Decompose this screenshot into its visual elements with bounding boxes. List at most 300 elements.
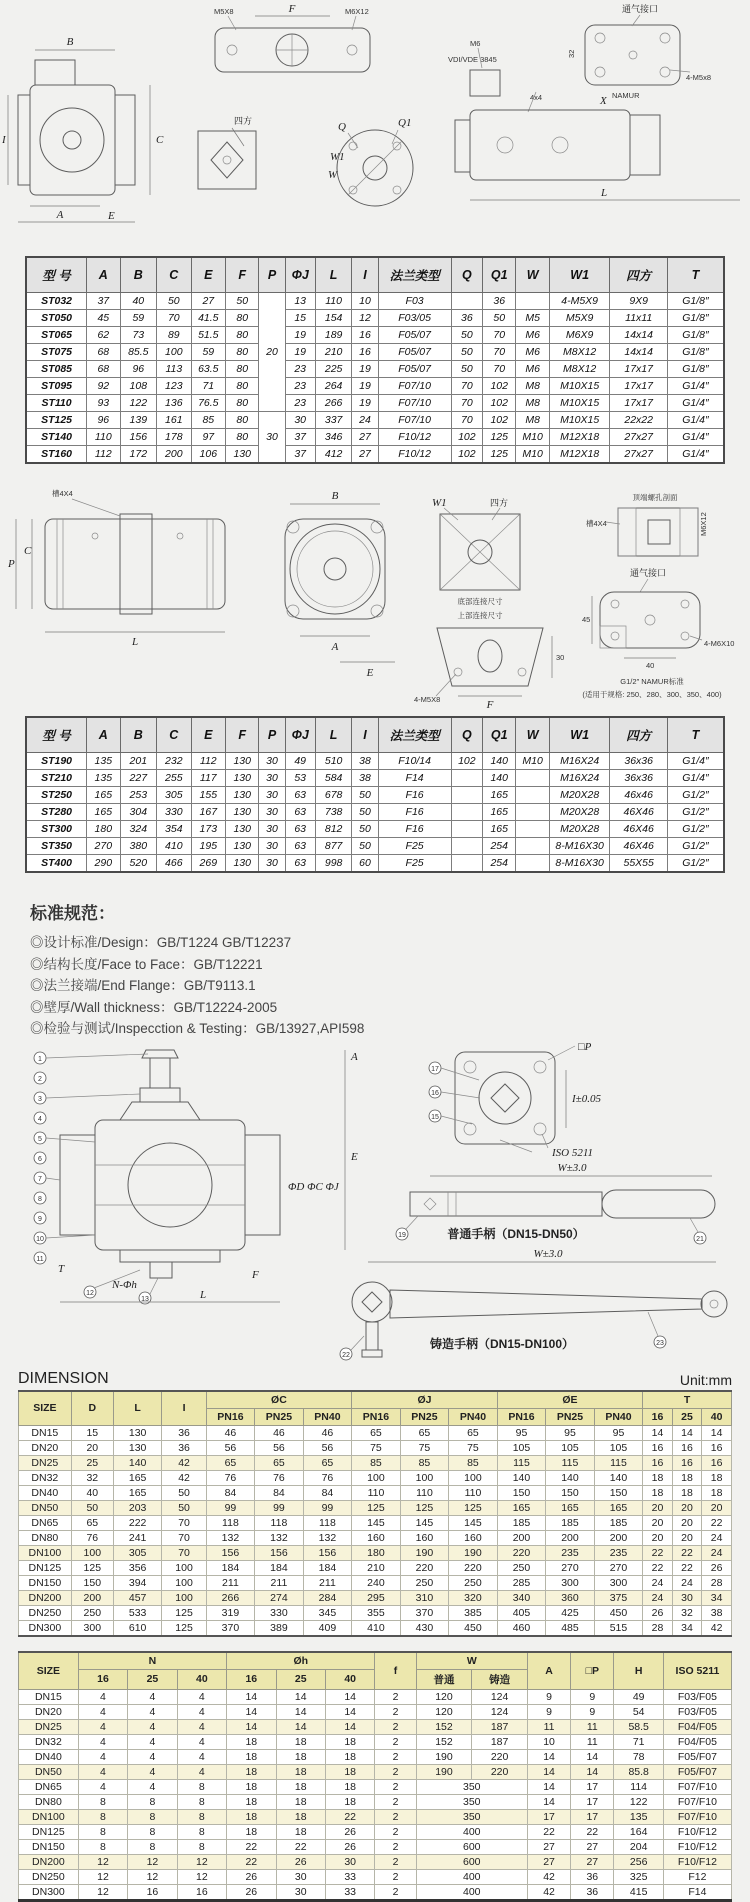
dim-label-32: 32 [567,49,576,58]
table-cell: 225 [315,361,352,378]
table-cell: 678 [315,787,352,804]
label-sifang2: 四方 [490,498,509,508]
table-cell: 18 [227,1764,276,1779]
table-cell: 195 [191,838,225,855]
table-cell: 156 [303,1545,352,1560]
table-cell: 4 [128,1719,177,1734]
table-cell: 165 [87,787,120,804]
table-cell: 75 [400,1440,449,1455]
table-cell: 167 [191,804,225,821]
table-cell: 20 [702,1500,732,1515]
table-row [19,1620,732,1636]
table-cell: G1/8″ [667,310,724,327]
table-cell: 220 [400,1560,449,1575]
table-cell: 132 [206,1530,255,1545]
dimension-title: DIMENSION [18,1369,109,1387]
table-cell: 50 [352,804,378,821]
column-header: 四方 [610,257,667,293]
table-row [26,804,724,821]
table-cell: 46 [206,1425,255,1440]
column-header: PN25 [546,1408,595,1425]
table-cell: 36 [451,310,482,327]
table-cell: 124 [472,1689,528,1704]
table-cell: 12 [78,1884,127,1900]
table-cell: 125 [483,429,516,446]
table-cell: 37 [87,293,120,310]
table-cell: 200 [71,1590,113,1605]
table-row [19,1605,732,1620]
table-cell [516,804,549,821]
table-cell: 26 [227,1884,276,1900]
table-cell: 30 [325,1854,374,1869]
table-row [19,1869,732,1884]
table-cell: 50 [162,1485,206,1500]
table-cell: 9 [571,1704,614,1719]
table-cell: F16 [378,787,451,804]
table-cell: 24 [643,1590,673,1605]
table-cell: 4 [128,1734,177,1749]
table-cell: M20X28 [549,821,610,838]
spec-table-small-actuators [25,256,725,464]
dim-label-l: L [600,187,608,199]
table-cell: 80 [226,412,259,429]
table-cell: ST350 [26,838,87,855]
table-cell: 253 [120,787,157,804]
table-cell: 285 [497,1575,546,1590]
table-cell: 385 [449,1605,498,1620]
table-cell: 4 [78,1704,127,1719]
table-cell: 211 [206,1575,255,1590]
table-cell: 18 [276,1779,325,1794]
dim-label-40: 40 [646,661,655,670]
table-cell: 16 [352,344,378,361]
table-cell: 22 [672,1545,702,1560]
callout-number: 6 [38,1155,42,1163]
table-cell: 184 [303,1560,352,1575]
table-cell: 58.5 [614,1719,663,1734]
table-cell: 30 [259,787,285,804]
table-cell: 110 [87,429,120,446]
table-cell: 24 [702,1545,732,1560]
table-cell: 16 [672,1455,702,1470]
table-cell: 250 [400,1575,449,1590]
table-row [19,1794,732,1809]
dim-label-a2: A [331,641,339,653]
table-cell: 110 [315,293,352,310]
callout-number: 23 [656,1339,664,1347]
table-cell: 16 [643,1440,673,1455]
column-header: I [352,257,378,293]
table-cell: 165 [113,1485,162,1500]
table-cell: 324 [120,821,157,838]
callout-number: 5 [38,1135,42,1143]
table-cell: DN300 [19,1884,79,1900]
table-cell: 123 [157,378,191,395]
table-cell: M20X28 [549,804,610,821]
table-cell: 14 [325,1704,374,1719]
table-cell: M6 [516,361,549,378]
table-cell: 360 [546,1590,595,1605]
table-cell: 30 [285,412,315,429]
table-cell: 18 [276,1764,325,1779]
table-cell: 55X55 [610,855,667,873]
table-cell: 130 [226,446,259,464]
label-slot-4x4b: 槽4X4 [586,519,607,528]
callout-number: 9 [38,1215,42,1223]
table-cell: F10/F12 [663,1854,731,1869]
table-cell: 4 [128,1764,177,1779]
table-cell: 161 [157,412,191,429]
table-cell: 34 [702,1590,732,1605]
table-cell: 4 [78,1749,127,1764]
table-cell: 185 [594,1515,643,1530]
table-cell: 812 [315,821,352,838]
table-cell: 27 [352,446,378,464]
table-cell: 140 [483,753,516,770]
table-cell: ST075 [26,344,87,361]
table-cell: 42 [162,1455,206,1470]
table-cell: 4 [78,1719,127,1734]
table-cell: 8 [177,1839,226,1854]
table-cell: 37 [285,429,315,446]
column-header: 25 [128,1669,177,1689]
table-cell: 130 [226,753,259,770]
table-cell: 30 [672,1590,702,1605]
table-cell: 14 [643,1425,673,1440]
table-cell: 4 [177,1704,226,1719]
table-cell: 877 [315,838,352,855]
table-cell: DN250 [19,1869,79,1884]
dimension-table [18,1390,732,1637]
table-cell: 42 [702,1620,732,1636]
table-cell: 42 [527,1869,570,1884]
table-cell: 4 [177,1719,226,1734]
table-cell: 96 [120,361,157,378]
table-cell: ST085 [26,361,87,378]
table-cell: 4 [177,1689,226,1704]
callout-number: 10 [36,1235,44,1243]
table-cell: 152 [416,1719,472,1734]
table-cell: 4 [177,1734,226,1749]
table-cell: 254 [483,838,516,855]
table-cell: 165 [497,1500,546,1515]
table-cell: F03/F05 [663,1704,731,1719]
table-cell: 220 [472,1764,528,1779]
table-cell: 70 [162,1545,206,1560]
table-row [19,1652,732,1670]
table-cell: 30 [259,838,285,855]
label-4-m5x8: 4-M5x8 [686,73,712,82]
table-cell: 320 [449,1590,498,1605]
table-cell: 65 [71,1515,113,1530]
table-cell [451,855,482,873]
table-cell: G1/8″ [667,344,724,361]
table-row [19,1809,732,1824]
table-cell: 600 [416,1854,527,1869]
table-cell: 16 [702,1455,732,1470]
table-cell: 22 [643,1560,673,1575]
table-cell: 122 [614,1794,663,1809]
table-cell: 70 [451,395,482,412]
column-header: E [191,717,225,753]
dim-label-w1b: W1 [432,497,447,509]
table-cell: 14 [325,1689,374,1704]
table-cell: 65 [303,1455,352,1470]
table-cell: 8 [78,1794,127,1809]
table-cell: 140 [594,1470,643,1485]
table-row [19,1470,732,1485]
table-cell: 340 [497,1590,546,1605]
table-cell: 200 [497,1530,546,1545]
table-cell: 180 [87,821,120,838]
table-cell: 190 [416,1749,472,1764]
table-cell: 85.8 [614,1764,663,1779]
table-cell: 100 [162,1590,206,1605]
table-cell: ST095 [26,378,87,395]
table-cell: 56 [255,1440,304,1455]
table-cell: 600 [416,1839,527,1854]
table-cell: 18 [325,1779,374,1794]
table-cell: ST250 [26,787,87,804]
label-m6x12: M6X12 [345,7,369,16]
table-row [26,717,724,753]
ball-valve-drawing [0,1040,750,1362]
table-cell: F03 [378,293,451,310]
table-cell: 114 [614,1779,663,1794]
table-cell: M10 [516,446,549,464]
dim-label-t: T [58,1262,65,1275]
table-row [26,429,724,446]
table-cell: 50 [451,327,482,344]
table-row [19,1764,732,1779]
table-cell: 19 [285,344,315,361]
table-cell: 22 [643,1545,673,1560]
callout-number: 19 [398,1231,406,1239]
table-cell: 337 [315,412,352,429]
table-cell: 232 [157,753,191,770]
table-cell: F07/F10 [663,1809,731,1824]
table-cell: 4 [177,1764,226,1779]
table-cell: 40 [120,293,157,310]
table-cell: 164 [614,1824,663,1839]
table-cell: 65 [206,1455,255,1470]
table-cell: 85 [352,1455,401,1470]
dim-label-30: 30 [556,653,565,662]
dim-label-45: 45 [582,615,591,624]
column-header: B [120,257,157,293]
table-cell: 95 [546,1425,595,1440]
table-cell: 2 [375,1854,416,1869]
table-cell: 122 [120,395,157,412]
table-cell: 40 [71,1485,113,1500]
table-cell: 2 [375,1824,416,1839]
table-cell: 150 [71,1575,113,1590]
table-cell: F10/12 [378,429,451,446]
table-cell: 30 [276,1884,325,1900]
table-cell: 30 [276,1869,325,1884]
table-cell: F10/F12 [663,1824,731,1839]
table-cell: 12 [78,1854,127,1869]
table-cell: 20 [672,1530,702,1545]
table-cell: F05/07 [378,344,451,361]
table-cell: 139 [120,412,157,429]
table-cell: 22 [672,1560,702,1575]
table-cell: 100 [449,1470,498,1485]
dim-label-w1: W1 [330,151,345,163]
table-cell: 125 [162,1620,206,1636]
column-header: SIZE [19,1391,72,1426]
table-cell: 4 [78,1764,127,1779]
column-header: W [516,717,549,753]
table-cell [451,821,482,838]
table-cell: 15 [71,1425,113,1440]
table-cell: 130 [113,1425,162,1440]
table-cell: 10 [527,1734,570,1749]
table-cell: 68 [87,361,120,378]
table-cell: 22 [227,1854,276,1869]
table-cell: 4 [78,1734,127,1749]
table-cell [451,804,482,821]
table-row [26,344,724,361]
table-cell [516,855,549,873]
table-cell: 75 [449,1440,498,1455]
table-cell: 10 [352,293,378,310]
table-cell: 50 [71,1500,113,1515]
table-cell: 4 [128,1689,177,1704]
table-cell: 27x27 [610,429,667,446]
table-cell: 2 [375,1704,416,1719]
table-cell [516,770,549,787]
dim-label-a3: A [351,1050,358,1063]
table-cell [516,838,549,855]
callout-number: 1 [38,1055,42,1063]
callout-number: 3 [38,1095,42,1103]
table-cell: 180 [352,1545,401,1560]
table-cell: 135 [614,1809,663,1824]
table-cell: 132 [255,1530,304,1545]
table-cell: 46 [255,1425,304,1440]
standard-item-inspection: ◎检验与测试/Inspecction & Testing：GB/13927,API598 [30,1021,365,1037]
table-cell: 354 [157,821,191,838]
column-header: H [614,1652,663,1690]
table-cell: 50 [483,310,516,327]
table-cell: 20 [643,1515,673,1530]
table-cell: 76 [303,1470,352,1485]
table-cell: M10 [516,753,549,770]
table-cell: 18 [227,1749,276,1764]
table-cell: 45 [87,310,120,327]
table-cell: 28 [643,1620,673,1636]
column-header: A [87,717,120,753]
table-cell: 34 [672,1620,702,1636]
table-cell: 18 [276,1809,325,1824]
table-cell: 2 [375,1779,416,1794]
table-cell: G1/2″ [667,821,724,838]
dim-label-a: A [56,209,64,221]
table-cell: 27 [571,1854,614,1869]
table-cell: 36x36 [610,770,667,787]
table-cell: 450 [594,1605,643,1620]
callout-number: 17 [431,1065,439,1073]
table-cell: 80 [226,395,259,412]
table-cell: DN40 [19,1749,79,1764]
table-cell: 235 [594,1545,643,1560]
table-cell: 152 [416,1734,472,1749]
table-cell: 25 [71,1455,113,1470]
bolt-pattern-table [18,1651,732,1902]
table-cell: F14 [378,770,451,787]
table-row [26,412,724,429]
callout-number: 21 [696,1235,704,1243]
table-cell: 412 [315,446,352,464]
spec-table-large-actuators [25,716,725,873]
callout-number: 22 [342,1351,350,1359]
table-cell: 150 [497,1485,546,1500]
table-cell: 50 [451,344,482,361]
table-cell: 124 [472,1704,528,1719]
table-cell: 16 [702,1440,732,1455]
table-cell: 46x46 [610,787,667,804]
table-cell: 14 [527,1749,570,1764]
table-cell: 68 [87,344,120,361]
table-cell: DN80 [19,1794,79,1809]
table-cell: 4 [78,1689,127,1704]
table-cell: 84 [255,1485,304,1500]
table-cell: 19 [352,361,378,378]
table-cell: F07/F10 [663,1794,731,1809]
table-cell: F12 [663,1869,731,1884]
table-cell: 22 [276,1839,325,1854]
table-cell: ST300 [26,821,87,838]
table-cell: 11x11 [610,310,667,327]
table-cell: 32 [71,1470,113,1485]
dimension-titlebar [18,1370,732,1388]
table-cell: 18 [325,1794,374,1809]
table-cell: 80 [226,327,259,344]
table-cell: 30 [259,855,285,873]
table-cell: G1/4″ [667,770,724,787]
table-cell: 510 [315,753,352,770]
label-bottom-connection: 底部连接尺寸 [457,597,503,606]
table-cell: 59 [120,310,157,327]
table-cell: 85 [400,1455,449,1470]
table-cell: 85 [191,412,225,429]
table-row [19,1560,732,1575]
table-cell: 65 [255,1455,304,1470]
table-cell: DN20 [19,1704,79,1719]
table-cell: F03/F05 [663,1689,731,1704]
table-cell: 410 [352,1620,401,1636]
column-header: Q [451,257,482,293]
table-cell: 118 [303,1515,352,1530]
table-cell: M20X28 [549,787,610,804]
table-cell: DN65 [19,1515,72,1530]
table-cell: 108 [120,378,157,395]
table-cell: 70 [162,1515,206,1530]
label-vdi: VDI/VDE 3845 [448,55,497,64]
table-cell: 22 [527,1824,570,1839]
table-cell: 22 [702,1515,732,1530]
table-cell: 9 [527,1689,570,1704]
table-cell: 2 [375,1719,416,1734]
table-cell: M8 [516,412,549,429]
table-cell: 38 [352,753,378,770]
table-row [19,1485,732,1500]
table-cell: 18 [325,1734,374,1749]
table-cell: 100 [157,344,191,361]
table-cell: 18 [227,1779,276,1794]
table-cell: 255 [157,770,191,787]
